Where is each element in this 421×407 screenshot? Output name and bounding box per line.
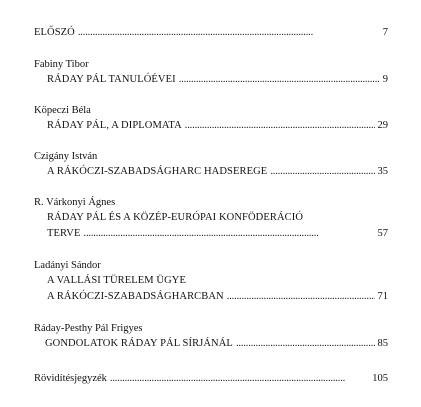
toc-line [34, 274, 388, 288]
toc-title-continued: TERVE [47, 228, 81, 239]
toc-author: Ladányi Sándor [34, 260, 101, 271]
dot-leader [179, 73, 380, 87]
toc-title-continued: A RÁKÓCZI-SZABADSÁGHARCBAN [47, 291, 224, 302]
toc-author: Czigány István [34, 151, 98, 162]
dot-leader [110, 372, 372, 386]
toc-line [34, 227, 388, 241]
toc-line [34, 119, 388, 133]
page-number: 57 [377, 228, 388, 239]
toc-line [34, 290, 388, 304]
toc-line [34, 165, 388, 179]
dot-leader [78, 26, 380, 40]
dot-leader [84, 227, 375, 241]
toc-title: RÁDAY PÁL, A DIPLOMATA [47, 120, 182, 131]
dot-leader [185, 119, 375, 133]
toc-title: RÁDAY PÁL TANULÓÉVEI [47, 74, 176, 85]
toc-line [34, 26, 388, 40]
toc-line [34, 337, 388, 351]
toc-line [34, 211, 388, 225]
toc-line [34, 73, 388, 87]
dot-leader [227, 290, 375, 304]
page-number: 35 [377, 166, 388, 177]
toc-title: GONDOLATOK RÁDAY PÁL SÍRJÁNÁL [45, 338, 233, 349]
toc-title: A RÁKÓCZI-SZABADSÁGHARC HADSEREGE [47, 166, 268, 177]
toc-entry-fabiny [34, 58, 388, 87]
page-number: 105 [372, 373, 388, 384]
page-number: 71 [377, 291, 388, 302]
dot-leader [236, 337, 375, 351]
toc-author: Ráday-Pesthy Pál Frigyes [34, 323, 143, 334]
page-number: 7 [382, 27, 388, 38]
dot-leader [270, 165, 374, 179]
toc-title: A VALLÁSI TÜRELEM ÜGYE [47, 275, 186, 286]
page-number: 9 [382, 74, 388, 85]
toc-title: ELŐSZÓ [34, 27, 75, 38]
toc-entry-rovidites [34, 372, 388, 386]
toc-author: R. Várkonyi Ágnes [34, 197, 116, 208]
toc-entry-raday-pesthy [34, 322, 388, 351]
toc-line [34, 372, 388, 386]
toc-author: Fabiny Tibor [34, 59, 89, 70]
toc-entry-czigany [34, 150, 388, 179]
page-number: 85 [377, 338, 388, 349]
toc-author: Köpeczi Béla [34, 105, 91, 116]
page-number: 29 [377, 120, 388, 131]
toc-title: RÁDAY PÁL ÉS A KÖZÉP-EURÓPAI KONFÖDERÁCIÓ [47, 212, 304, 223]
toc-entry-varkonyi [34, 196, 388, 241]
toc-title: Rövidítésjegyzék [34, 373, 107, 384]
toc-entry-ladanyi [34, 259, 388, 304]
toc-entry-eloszo [34, 26, 388, 40]
toc-entry-kopeczi [34, 104, 388, 133]
